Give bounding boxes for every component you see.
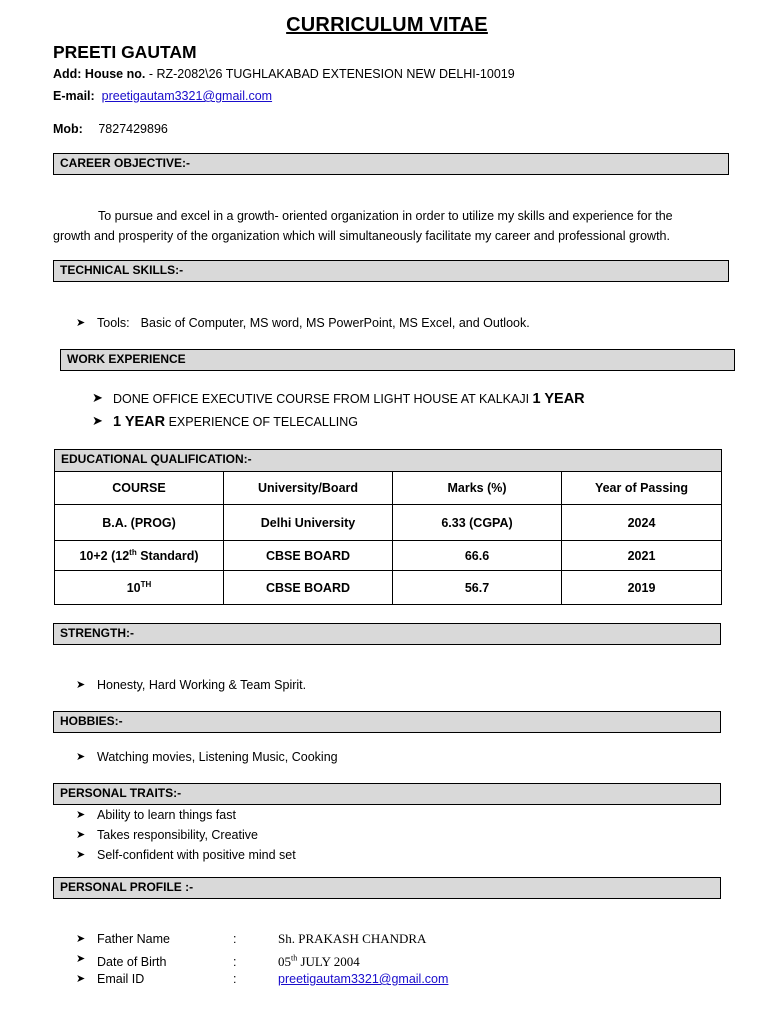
year-cell: 2024	[562, 505, 722, 541]
hobbies-list	[76, 750, 338, 764]
profile-email-link[interactable]: preetigautam3321@gmail.com	[278, 972, 449, 986]
arrowhead-bullet-icon: ➤	[76, 849, 86, 861]
column-header: COURSE	[55, 472, 224, 505]
strength-list	[76, 678, 306, 692]
table-row	[55, 541, 722, 571]
column-header: Marks (%)	[393, 472, 562, 505]
tools-label: Tools:	[97, 316, 130, 330]
education-heading: EDUCATIONAL QUALIFICATION:-	[54, 449, 722, 471]
personal-traits-list	[76, 805, 296, 865]
mobile-value: 7827429896	[98, 122, 168, 136]
dob-label: Date of Birth	[97, 955, 167, 970]
hobbies-heading: HOBBIES:-	[53, 711, 721, 733]
list-item: ➤ Self-confident with positive mind set	[76, 845, 296, 865]
career-objective-body: To pursue and excel in a growth- oriented organization in order to utilize my skills and experience for the growth and prosperity of the organization which will simultaneously facilitate my career and professional growth.	[53, 209, 673, 243]
arrowhead-bullet-icon: ➤	[76, 829, 86, 841]
father-name-label: Father Name	[97, 932, 170, 946]
arrowhead-bullet-icon: ➤	[92, 413, 103, 428]
arrowhead-bullet-icon: ➤	[92, 390, 103, 405]
strength-heading: STRENGTH:-	[53, 623, 721, 645]
personal-traits-heading: PERSONAL TRAITS:-	[53, 783, 721, 805]
board-cell: CBSE BOARD	[224, 541, 393, 571]
list-item: ➤ Date of Birth : 05th JULY 2004	[76, 949, 448, 969]
table-header-row	[55, 472, 722, 505]
year-cell: 2021	[562, 541, 722, 571]
board-cell: CBSE BOARD	[224, 571, 393, 605]
course-cell: B.A. (PROG)	[55, 505, 224, 541]
work-item-2-text: EXPERIENCE OF TELECALLING	[165, 415, 359, 429]
career-objective-heading: CAREER OBJECTIVE:-	[53, 153, 729, 175]
arrowhead-bullet-icon: ➤	[76, 973, 86, 985]
marks-cell: 6.33 (CGPA)	[393, 505, 562, 541]
work-item-1-text: DONE OFFICE EXECUTIVE COURSE FROM LIGHT HOUSE AT KALKAJI	[113, 392, 533, 406]
year-cell: 2019	[562, 571, 722, 605]
arrowhead-bullet-icon: ➤	[76, 809, 86, 821]
address-line	[53, 67, 515, 81]
marks-cell: 66.6	[393, 541, 562, 571]
column-header: University/Board	[224, 472, 393, 505]
board-cell: Delhi University	[224, 505, 393, 541]
list-item: ➤ Takes responsibility, Creative	[76, 825, 296, 845]
list-item	[92, 391, 585, 414]
education-table	[54, 471, 722, 605]
work-item-1-duration: 1 YEAR	[532, 391, 585, 407]
personal-profile-heading: PERSONAL PROFILE :-	[53, 877, 721, 899]
list-item: ➤ Watching movies, Listening Music, Cooking	[76, 750, 338, 764]
address-value: - RZ-2082\26 TUGHLAKABAD EXTENESION NEW DELHI-10019	[145, 67, 515, 81]
email-label: E-mail:	[53, 89, 95, 103]
page-title: CURRICULUM VITAE	[286, 14, 488, 36]
personal-profile-list	[76, 929, 448, 989]
address-label: Add: House no.	[53, 67, 146, 81]
course-cell: 10+2 (12th Standard)	[55, 541, 224, 571]
arrowhead-bullet-icon: ➤	[76, 751, 86, 763]
list-item	[76, 316, 530, 330]
father-name-value: Sh. PRAKASH CHANDRA	[278, 931, 427, 946]
technical-skills-heading: TECHNICAL SKILLS:-	[53, 260, 729, 282]
email-link[interactable]: preetigautam3321@gmail.com	[101, 89, 273, 103]
course-cell: 10TH	[55, 571, 224, 605]
list-item: ➤ Honesty, Hard Working & Team Spirit.	[76, 678, 307, 692]
email-line	[53, 89, 272, 103]
career-objective-text	[53, 206, 713, 246]
email-id-label: Email ID	[97, 972, 145, 986]
list-item	[92, 414, 585, 430]
marks-cell: 56.7	[393, 571, 562, 605]
technical-skills-list	[76, 316, 530, 330]
tools-value: Basic of Computer, MS word, MS PowerPoint, MS Excel, and Outlook.	[140, 316, 530, 330]
mobile-line	[53, 122, 168, 136]
column-header: Year of Passing	[562, 472, 722, 505]
arrowhead-bullet-icon: ➤	[76, 679, 86, 691]
dob-value: 05th JULY 2004	[278, 954, 360, 970]
arrowhead-bullet-icon: ➤	[76, 953, 86, 965]
table-row	[55, 571, 722, 605]
table-row	[55, 505, 722, 541]
list-item: ➤ Father Name : Sh. PRAKASH CHANDRA	[76, 929, 448, 949]
candidate-name: PREETI GAUTAM	[53, 42, 197, 62]
work-experience-heading: WORK EXPERIENCE	[60, 349, 735, 371]
work-item-2-duration: 1 YEAR	[113, 414, 166, 430]
arrowhead-bullet-icon: ➤	[76, 933, 86, 945]
mobile-label: Mob:	[53, 122, 83, 136]
arrowhead-bullet-icon: ➤	[76, 317, 86, 329]
work-experience-list	[92, 391, 585, 430]
list-item: ➤ Ability to learn things fast	[76, 805, 296, 825]
list-item: ➤ Email ID : preetigautam3321@gmail.com	[76, 969, 448, 989]
